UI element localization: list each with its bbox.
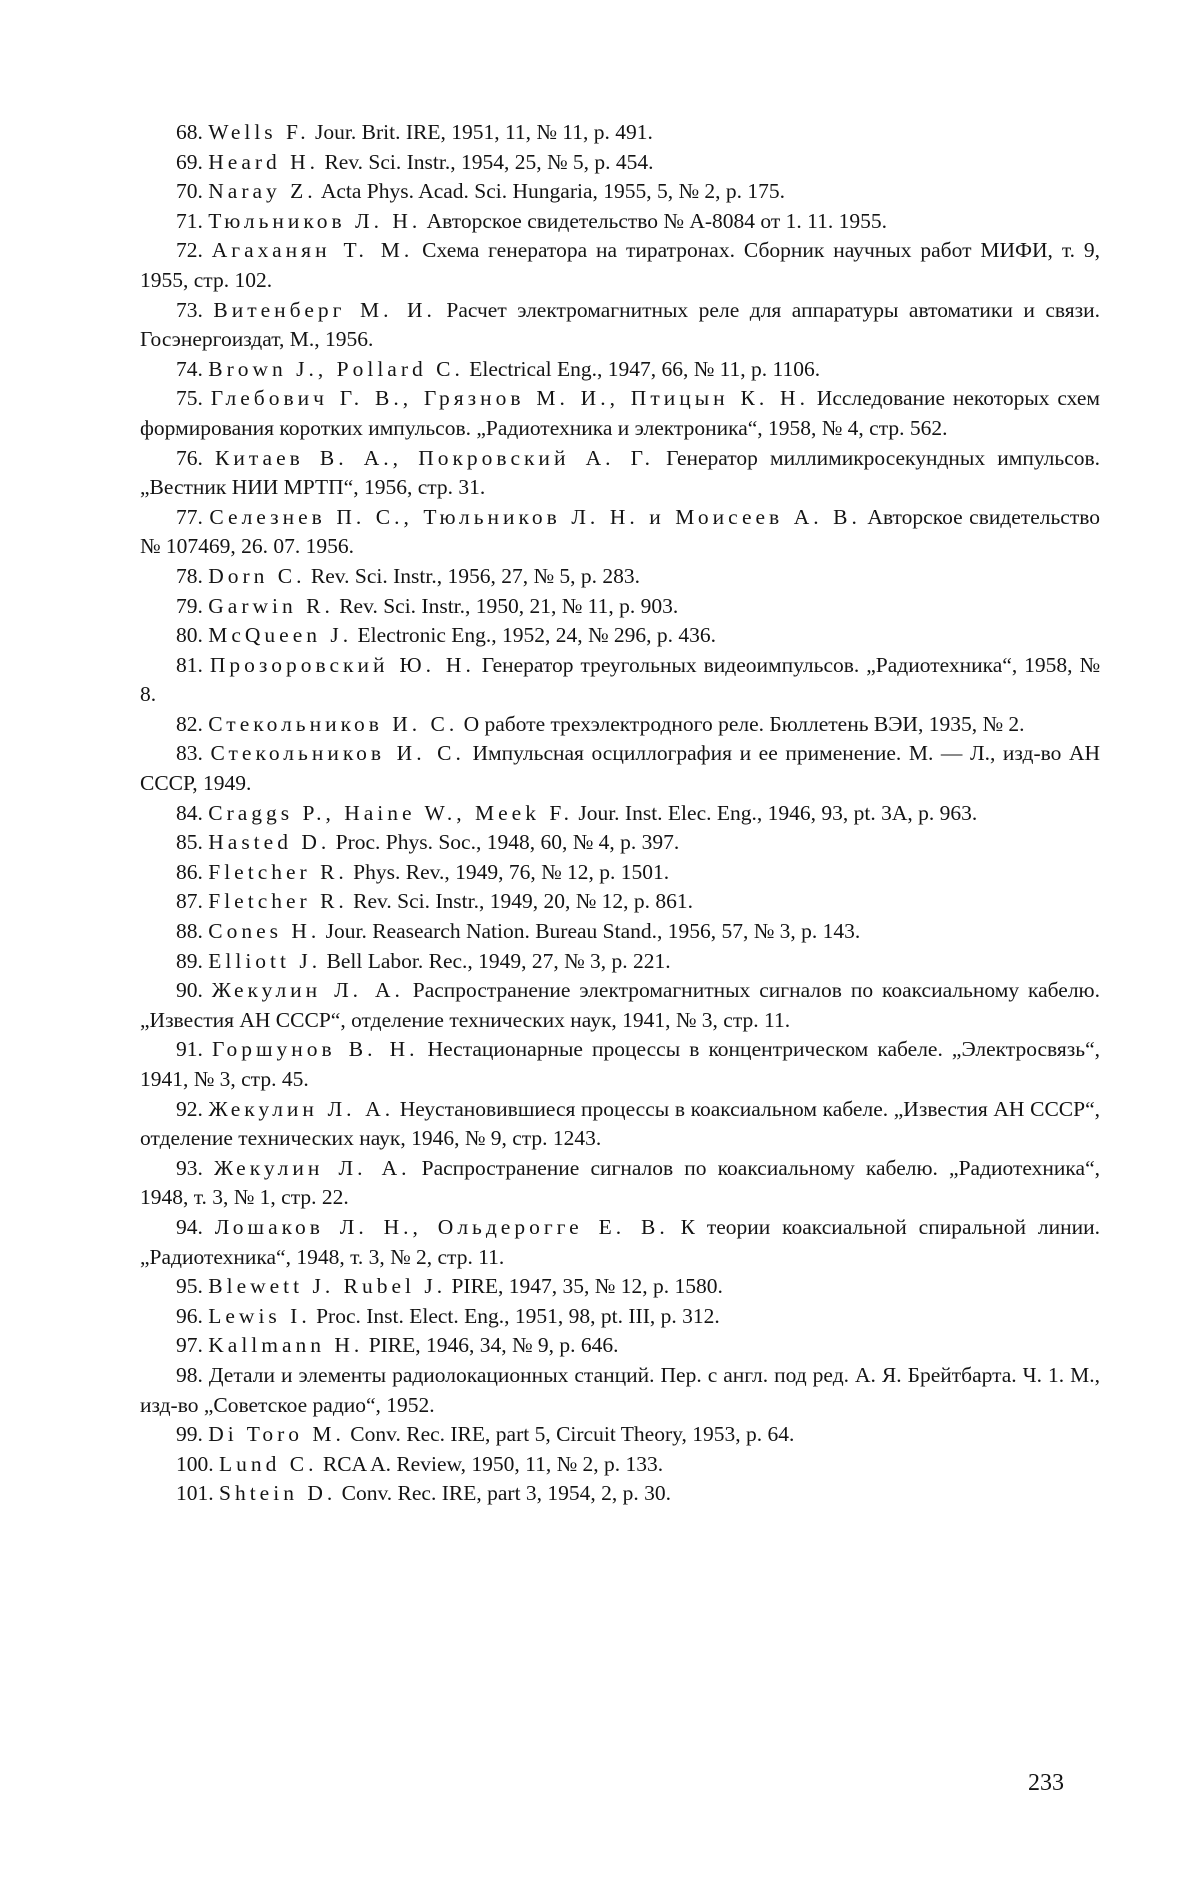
- reference-entry: [140, 384, 1100, 443]
- reference-author: Kallmann H.: [208, 1333, 364, 1358]
- reference-entry: [140, 1331, 1100, 1361]
- reference-text: Генератор треугольных видеоимпульсов. „Радиотехника“, 1958, № 8.: [140, 652, 1101, 707]
- reference-author: Витенберг М. И.: [213, 297, 436, 322]
- reference-author: Стекольников И. С.: [208, 711, 459, 736]
- reference-text: PIRE, 1947, 35, № 12, p. 1580.: [446, 1274, 723, 1299]
- reference-text: О работе трехэлектродного реле. Бюллетень ВЭИ, 1935, № 2.: [458, 711, 1025, 736]
- reference-author: Тюльников Л. Н.: [208, 208, 422, 233]
- reference-number: 95.: [176, 1274, 203, 1299]
- reference-text: Phys. Rev., 1949, 76, № 12, p. 1501.: [347, 859, 670, 884]
- reference-text: Распространение электромагнитных сигналов по коаксиальному кабелю. „Известия АН СССР“, отделение технических наук, 1941, № 3, стр. 11.: [140, 978, 1100, 1032]
- reference-author: Глебович Г. В., Грязнов М. И., Птицын К. Н.: [210, 386, 809, 411]
- reference-author: Жекулин Л. А.: [208, 1096, 395, 1121]
- reference-list: [140, 118, 1100, 1509]
- reference-number: 71.: [176, 208, 203, 233]
- reference-author: Fletcher R.: [208, 859, 348, 884]
- reference-text: Electronic Eng., 1952, 24, № 296, p. 436.: [352, 623, 717, 648]
- reference-number: 85.: [176, 830, 203, 855]
- reference-text: Схема генератора на тиратронах. Сборник научных работ МИФИ, т. 9, 1955, стр. 102.: [140, 238, 1100, 292]
- reference-author: Dorn C.: [208, 563, 306, 588]
- reference-author: Shtein D.: [219, 1481, 337, 1506]
- reference-number: 91.: [176, 1037, 203, 1062]
- reference-entry: [140, 739, 1100, 798]
- reference-text: Rev. Sci. Instr., 1956, 27, № 5, p. 283.: [305, 563, 640, 588]
- reference-entry: [140, 1035, 1100, 1094]
- reference-number: 99.: [176, 1422, 203, 1447]
- reference-author: Китаев В. А., Покровский А. Г.: [215, 445, 655, 470]
- reference-author: Blewett J. Rubel J.: [208, 1274, 447, 1299]
- reference-text: Jour. Inst. Elec. Eng., 1946, 93, pt. 3A, p. 963.: [572, 800, 978, 825]
- reference-author: Brown J., Pollard C.: [208, 356, 464, 381]
- reference-author: McQueen J.: [208, 623, 353, 648]
- reference-entry: [140, 1302, 1100, 1332]
- reference-entry: [140, 917, 1100, 947]
- reference-author: Wells F.: [208, 120, 310, 144]
- reference-text: Неустановившиеся процессы в коаксиальном кабеле. „Известия АН СССР“, отделение технических наук, 1946, № 9, стр. 1243.: [140, 1096, 1101, 1151]
- reference-text: Conv. Rec. IRE, part 5, Circuit Theory, 1953, p. 64.: [344, 1422, 795, 1447]
- reference-number: 97.: [176, 1333, 203, 1358]
- reference-text: Bell Labor. Rec., 1949, 27, № 3, p. 221.: [321, 948, 671, 973]
- reference-author: Лошаков Л. Н., Ольдерогге Е. В.: [214, 1214, 669, 1239]
- reference-author: Стекольников И. С.: [210, 741, 465, 766]
- reference-entry: [140, 1479, 1100, 1509]
- reference-entry: [140, 976, 1100, 1035]
- reference-entry: [140, 1095, 1100, 1154]
- reference-author: Elliott J.: [208, 948, 322, 973]
- reference-text: К теории коаксиальной спиральной линии. „Радиотехника“, 1948, т. 3, № 2, стр. 11.: [140, 1214, 1101, 1269]
- reference-text: Rev. Sci. Instr., 1954, 25, № 5, p. 454.: [319, 149, 654, 174]
- reference-entry: [140, 1154, 1100, 1213]
- reference-author: Cones H.: [208, 919, 321, 944]
- reference-number: 81.: [176, 652, 203, 677]
- reference-entry: [140, 355, 1100, 385]
- reference-text: Авторское свидетельство № 107469, 26. 07. 1956.: [140, 504, 1101, 559]
- reference-entry: [140, 1420, 1100, 1450]
- reference-number: 77.: [176, 504, 203, 529]
- reference-entry: [140, 444, 1100, 503]
- reference-text: Импульсная осциллография и ее применение. М. — Л., изд-во АН СССР, 1949.: [140, 741, 1101, 796]
- reference-author: Lund C.: [219, 1451, 318, 1476]
- reference-entry: [140, 562, 1100, 592]
- reference-text: Расчет электромагнитных реле для аппаратуры автоматики и связи. Госэнергоиздат, М., 1956.: [140, 297, 1101, 352]
- reference-author: Lewis I.: [208, 1303, 311, 1328]
- reference-text: Нестационарные процессы в концентрическом кабеле. „Электросвязь“, 1941, № 3, стр. 45.: [140, 1037, 1101, 1091]
- reference-entry: [140, 799, 1100, 829]
- reference-text: Proc. Inst. Elect. Eng., 1951, 98, pt. III, p. 312.: [310, 1303, 720, 1328]
- reference-entry: [140, 296, 1100, 355]
- reference-number: 70.: [176, 179, 203, 204]
- page-number: 233: [1028, 1770, 1064, 1796]
- reference-text: Acta Phys. Acad. Sci. Hungaria, 1955, 5, № 2, p. 175.: [316, 179, 786, 204]
- reference-author: Di Toro M.: [208, 1422, 345, 1447]
- reference-number: 83.: [176, 741, 203, 766]
- reference-entry: [140, 947, 1100, 977]
- reference-entry: [140, 1361, 1100, 1420]
- reference-number: 89.: [176, 948, 203, 973]
- reference-number: 68.: [176, 120, 203, 144]
- reference-text: Conv. Rec. IRE, part 3, 1954, 2, p. 30.: [336, 1481, 672, 1506]
- reference-author: Горшунов В. Н.: [211, 1037, 419, 1062]
- reference-author: Craggs P., Haine W., Meek F.: [208, 800, 573, 825]
- reference-text: Генератор миллимикросекундных импульсов. „Вестник НИИ МРТП“, 1956, стр. 31.: [140, 445, 1101, 500]
- reference-number: 69.: [176, 149, 203, 174]
- reference-number: 96.: [176, 1303, 203, 1328]
- reference-number: 75.: [176, 386, 203, 411]
- reference-entry: [140, 592, 1100, 622]
- reference-author: Жекулин Л. А.: [214, 1155, 411, 1180]
- reference-author: Агаханян Т. М.: [211, 238, 414, 263]
- reference-author: Жекулин Л. А.: [211, 978, 404, 1003]
- reference-number: 73.: [176, 297, 203, 322]
- reference-text: Jour. Reasearch Nation. Bureau Stand., 1956, 57, № 3, p. 143.: [320, 919, 861, 944]
- reference-text: Детали и элементы радиолокационных станций. Пер. с англ. под ред. А. Я. Брейтбарта. Ч. 1. М., изд-во „Советское радио“, 1952.: [140, 1362, 1101, 1417]
- reference-text: Electrical Eng., 1947, 66, № 11, p. 1106.: [463, 356, 821, 381]
- reference-number: 74.: [176, 356, 203, 381]
- reference-author: Naray Z.: [208, 179, 317, 204]
- reference-number: 92.: [176, 1096, 203, 1121]
- reference-entry: [140, 621, 1100, 651]
- reference-entry: [140, 1450, 1100, 1480]
- reference-text: Jour. Brit. IRE, 1951, 11, № 11, p. 491.: [309, 120, 653, 144]
- reference-number: 90.: [176, 978, 203, 1003]
- reference-entry: [140, 207, 1100, 237]
- reference-text: Proc. Phys. Soc., 1948, 60, № 4, p. 397.: [330, 830, 680, 855]
- reference-number: 94.: [176, 1214, 203, 1239]
- reference-entry: [140, 1213, 1100, 1272]
- reference-number: 93.: [176, 1155, 203, 1180]
- reference-number: 101.: [176, 1481, 214, 1506]
- reference-number: 78.: [176, 563, 203, 588]
- reference-entry: [140, 236, 1100, 295]
- reference-author: Селезнев П. С., Тюльников Л. Н. и Моисеев А. В.: [209, 504, 861, 529]
- reference-entry: [140, 887, 1100, 917]
- reference-author: Fletcher R.: [208, 889, 348, 914]
- reference-number: 86.: [176, 859, 203, 884]
- reference-number: 72.: [176, 238, 203, 263]
- reference-number: 84.: [176, 800, 203, 825]
- reference-text: Исследование некоторых схем формирования коротких импульсов. „Радиотехника и электроника“, 1958, № 4, стр. 562.: [140, 386, 1101, 440]
- reference-text: Rev. Sci. Instr., 1949, 20, № 12, p. 861.: [347, 889, 693, 914]
- reference-number: 76.: [176, 445, 203, 470]
- reference-text: Авторское свидетельство № А-8084 от 1. 11. 1955.: [421, 208, 887, 233]
- reference-number: 100.: [176, 1451, 214, 1476]
- reference-entry: [140, 118, 1100, 148]
- reference-number: 79.: [176, 593, 203, 618]
- reference-entry: [140, 1272, 1100, 1302]
- reference-text: Rev. Sci. Instr., 1950, 21, № 11, p. 903.: [333, 593, 679, 618]
- reference-entry: [140, 651, 1100, 710]
- reference-entry: [140, 148, 1100, 178]
- reference-entry: [140, 503, 1100, 562]
- reference-text: RCA A. Review, 1950, 11, № 2, p. 133.: [317, 1451, 664, 1476]
- reference-number: 88.: [176, 919, 203, 944]
- reference-number: 98.: [176, 1362, 203, 1387]
- reference-text: Распространение сигналов по коаксиальному кабелю. „Радиотехника“, 1948, т. 3, № 1, стр. 22.: [140, 1155, 1100, 1210]
- reference-entry: [140, 710, 1100, 740]
- reference-author: Garwin R.: [208, 593, 334, 618]
- reference-entry: [140, 177, 1100, 207]
- reference-entry: [140, 858, 1100, 888]
- reference-text: PIRE, 1946, 34, № 9, p. 646.: [363, 1333, 619, 1358]
- reference-author: Прозоровский Ю. Н.: [209, 652, 475, 677]
- reference-author: Hasted D.: [208, 830, 331, 855]
- reference-entry: [140, 828, 1100, 858]
- reference-number: 82.: [176, 711, 203, 736]
- reference-number: 87.: [176, 889, 203, 914]
- reference-author: Heard H.: [208, 149, 320, 174]
- reference-number: 80.: [176, 623, 203, 648]
